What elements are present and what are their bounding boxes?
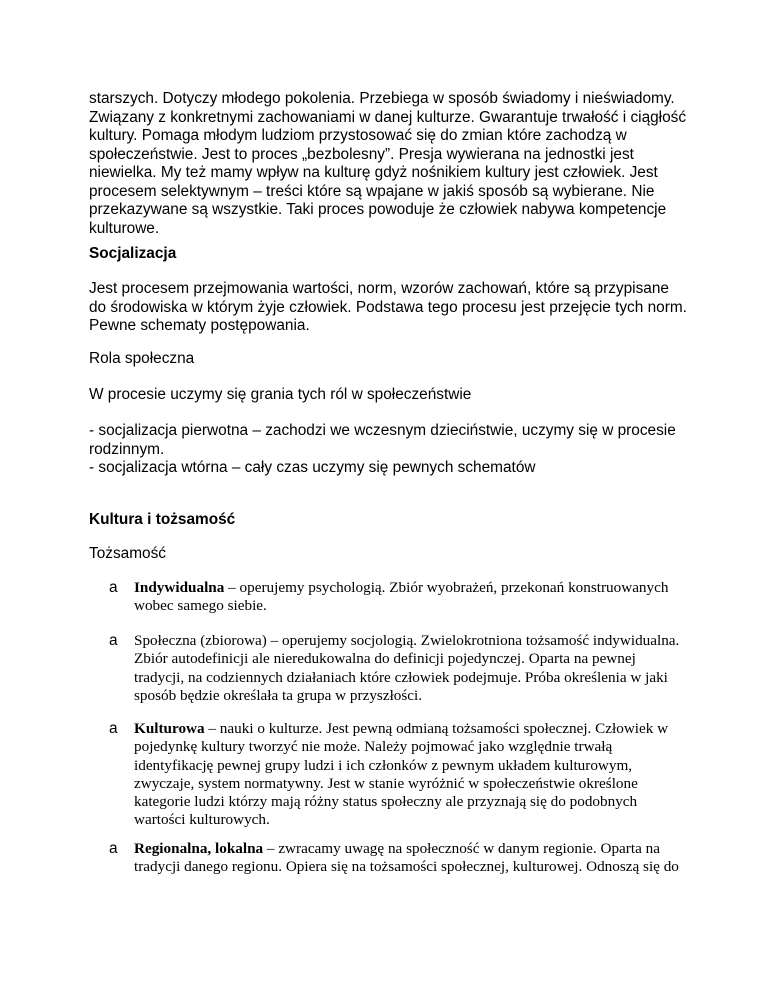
- list-item-body: – operujemy socjologią. Zwielokrotniona tożsamość indywidualna. Zbiór autodefinicji ale nieredukowalna do definicji pojedynczej. Oparta na pewnej tradycji, na codziennych działaniach które człowiek podejmuje. Próba określenia w jaki sposób będzie określała ta grupa w przyszłości.: [134, 632, 680, 704]
- list-item-body: – zwracamy uwagę na społeczność w danym regionie. Oparta na tradycji danego regionu. Opiera się na tożsamości społecznej, kulturowej. Odnoszą się do: [134, 840, 679, 876]
- list-item-term: Kulturowa: [134, 720, 205, 737]
- tozsamosc-subheading: Tożsamość: [89, 545, 166, 562]
- intro-paragraph: starszych. Dotyczy młodego pokolenia. Przebiega w sposób świadomy i nieświadomy. Związany z konkretnymi zachowaniami w danej kulturze. Gwarantuje trwałość i ciągłość kultury. Pomaga młodym ludziom przystosować się do zmian które zachodzą w społeczeństwie. Jest to proces „bezbolesny”. Presja wywierana na jednostki jest niewielka. My też mamy wpływ na kulturę gdyż nośnikiem kultury jest człowiek. Jest procesem selektywnym – treści które są wpajane w jakiś sposób są wybierane. Nie przekazywane są wszystkie. Taki proces powoduje że człowiek nabywa kompetencje kulturowe.: [89, 90, 687, 237]
- list-item-text: [134, 632, 689, 705]
- list-item-term: Społeczna (zbiorowa): [134, 632, 267, 649]
- list-item-body: – nauki o kulturze. Jest pewną odmianą tożsamości społecznej. Człowiek w pojedynkę kultury tworzyć nie może. Należy pojmować jako względnie trwałą identyfikację pewnej grupy ludzi i ich członków z pewnym układem kulturowym, zwyczaje, system normatywny. Jest w stanie wyróżnić w społeczeństwie określone kategorie ludzi którzy mają różny status społeczny ale przyznają się do podobnych wartości kulturowych.: [134, 720, 669, 829]
- socjalizacja-list-item: - socjalizacja pierwotna – zachodzi we wczesnym dzieciństwie, uczymy się w procesie rodzinnym.: [89, 422, 676, 458]
- list-item-body: – operujemy psychologią. Zbiór wyobrażeń, przekonań konstruowanych wobec samego siebie.: [134, 579, 669, 615]
- socjalizacja-paragraph: Jest procesem przejmowania wartości, norm, wzorów zachowań, które są przypisane do środowiska w którym żyje człowiek. Podstawa tego procesu jest przejęcie tych norm. Pewne schematy postępowania.: [89, 280, 687, 334]
- socjalizacja-list-item: - socjalizacja wtórna – cały czas uczymy się pewnych schematów: [89, 459, 536, 476]
- socjalizacja-heading: Socjalizacja: [89, 245, 177, 262]
- bullet-marker: a: [109, 579, 118, 596]
- list-item-text: [134, 720, 689, 830]
- bullet-marker: a: [109, 840, 118, 857]
- rola-spoleczna-subheading: Rola społeczna: [89, 350, 195, 367]
- bullet-marker: a: [109, 720, 118, 737]
- roles-paragraph: W procesie uczymy się grania tych ról w społeczeństwie: [89, 386, 472, 403]
- list-item-term: Regionalna, lokalna: [134, 840, 264, 857]
- list-item-text: [134, 579, 689, 616]
- list-item-term: Indywidualna: [134, 579, 225, 596]
- bullet-marker: a: [109, 632, 118, 649]
- list-item-text: [134, 840, 689, 877]
- kultura-heading: Kultura i tożsamość: [89, 511, 236, 528]
